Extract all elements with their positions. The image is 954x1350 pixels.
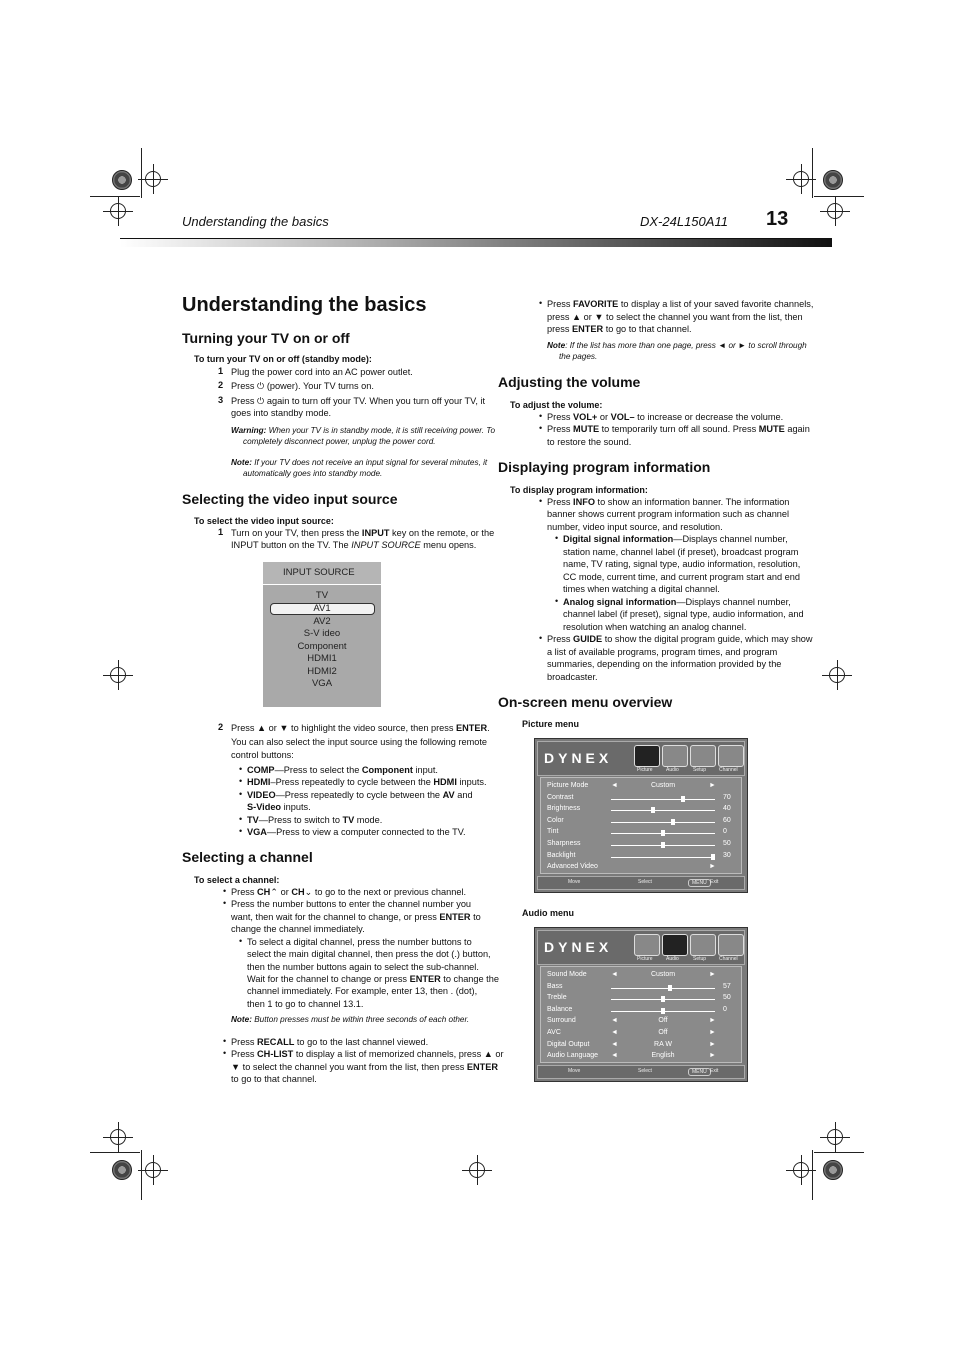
menu-item-vga[interactable]: VGA [311, 678, 333, 689]
volume-subheading: To adjust the volume: [510, 400, 603, 410]
arrow-right-icon[interactable]: ► [709, 1040, 716, 1048]
osd-heading: On-screen menu overview [498, 694, 673, 710]
osd-row-value: 70 [723, 793, 731, 801]
favorite-text: Press FAVORITE to display a list of your saved favorite channels, [547, 299, 814, 309]
osd-row-value: 50 [723, 840, 731, 847]
dynex-logo: DYNEX [544, 939, 613, 955]
analog-info: Analog signal information—Displays channel number, [563, 597, 791, 607]
osd-row-label[interactable]: Sound Mode [547, 971, 587, 978]
turning-on-subheading: To turn your TV on or off (standby mode): [194, 354, 372, 364]
channel-tab-icon[interactable] [718, 934, 744, 956]
tab-label: Picture [637, 767, 653, 773]
picture-menu-label: Picture menu [522, 719, 580, 729]
input-source-title: INPUT SOURCE [263, 562, 381, 585]
favorite-note: Note: If the list has more than one page, press ◄ or ► to scroll through [547, 341, 807, 350]
analog-info: channel label (if preset), signal type, audio information, and [563, 609, 804, 619]
step-number: 2 [218, 722, 224, 732]
digital-info: times when watching a digital channel. [563, 584, 720, 594]
digital-info: CC mode, current time, and current program start and end [563, 572, 800, 582]
program-info-heading: Displaying program information [498, 459, 711, 475]
osd-footer [537, 876, 745, 890]
info-bullet: number, video input source, and resolution. [547, 522, 723, 532]
arrow-right-icon[interactable]: ► [709, 971, 716, 978]
step-text: INPUT button on the TV. The INPUT SOURCE menu opens. [231, 540, 477, 550]
step-text: Press ⏻ again to turn off your TV. When you turn off your TV, it [231, 396, 486, 406]
channel-bullet: Press the number buttons to enter the channel number you [231, 899, 472, 909]
channel-bullet: change the channel immediately. [231, 924, 365, 934]
menu-item-av2[interactable]: AV2 [313, 616, 331, 627]
tab-label: Audio [666, 956, 679, 962]
step-text: Press ▲ or ▼ to highlight the video source, then press ENTER. [231, 723, 490, 733]
osd-body [540, 966, 742, 1063]
favorite-text: press ▲ or ▼ to select the channel you want from the list, then [547, 312, 803, 322]
osd-header [537, 741, 745, 776]
setup-tab-icon[interactable] [690, 745, 716, 767]
step-text: You can also select the input source using the following remote [231, 737, 488, 747]
guide-bullet: Press GUIDE to show the digital program guide, which may show [547, 634, 813, 644]
bullet: • [539, 298, 543, 308]
osd-slider-knob[interactable] [681, 796, 685, 802]
volume-bullet: Press MUTE to temporarily turn off all sound. Press MUTE again [547, 424, 810, 434]
osd-row-label[interactable]: Tint [547, 828, 559, 836]
osd-row-value: 30 [723, 851, 731, 859]
header-rule [120, 238, 832, 247]
osd-slider-knob[interactable] [661, 842, 665, 848]
button-desc-svideo: S-Video inputs. [247, 802, 311, 812]
video-input-heading: Selecting the video input source [182, 491, 398, 507]
program-info-subheading: To display program information: [510, 485, 648, 495]
channel-bullet: want, then wait for the channel to change, or press ENTER to [231, 912, 481, 922]
osd-row-value: Off [658, 1017, 668, 1025]
chevron-down-icon: ⌄ [304, 887, 313, 897]
button-desc-tv: TV—Press to switch to TV mode. [247, 815, 383, 825]
bullet: • [539, 423, 543, 433]
step-text: goes into standby mode. [231, 408, 332, 418]
registration-mark [145, 1162, 161, 1178]
registration-mark [827, 203, 843, 219]
osd-row-value: Off [658, 1029, 668, 1036]
video-input-subheading: To select the video input source: [194, 516, 334, 526]
registration-mark [469, 1162, 485, 1178]
channel-sub-bullet: then the number buttons again to select the sub-channel. [247, 962, 479, 972]
step-text: Turn on your TV, then press the INPUT key on the remote, or the [231, 528, 495, 538]
chevron-up-icon: ⌃ [270, 887, 279, 897]
osd-row-value: Custom [650, 782, 676, 789]
tab-label: Setup [693, 767, 707, 773]
footer-exit: Exit [710, 879, 719, 885]
volume-bullet: to restore the sound. [547, 437, 632, 447]
bullet: • [555, 596, 559, 606]
step-number: 3 [218, 395, 224, 405]
arrow-right-icon[interactable]: ► [709, 1017, 716, 1025]
warning-note: Warning: When your TV is in standby mode, it is still receiving power. To [231, 426, 496, 435]
warning-note-line2: completely disconnect power, unplug the power cord. [243, 437, 436, 446]
guide-bullet: summaries, depending on the information provided by the [547, 659, 782, 669]
arrow-left-icon[interactable]: ◄ [611, 1052, 618, 1060]
picture-tab-icon[interactable] [634, 745, 660, 767]
menu-item-hdmi2[interactable]: HDMI2 [307, 666, 337, 677]
channel-sub-bullet: To select a digital channel, press the number buttons to [247, 937, 472, 947]
osd-row-value: 0 [723, 828, 727, 836]
registration-mark [110, 203, 126, 219]
tab-label: Setup [693, 956, 707, 962]
bullet: • [555, 533, 559, 543]
page-number: 13 [766, 208, 789, 230]
osd-footer [537, 1065, 745, 1079]
tab-label: Channel [719, 767, 738, 773]
arrow-left-icon[interactable]: ◄ [611, 971, 618, 978]
osd-row-label[interactable]: Digital Output [547, 1040, 590, 1048]
volume-heading: Adjusting the volume [498, 374, 641, 390]
dynex-logo: DYNEX [544, 750, 613, 766]
step-number: 1 [218, 527, 224, 537]
osd-slider-knob[interactable] [668, 985, 672, 991]
bullet: • [223, 898, 227, 908]
registration-mark [793, 1162, 809, 1178]
channel-heading: Selecting a channel [182, 849, 313, 865]
audio-menu-label: Audio menu [522, 908, 574, 918]
button-desc-hdmi: HDMI–Press repeatedly to cycle between the HDMI inputs. [247, 777, 487, 787]
page-title: Understanding the basics [182, 294, 427, 316]
bullet: • [223, 1036, 227, 1046]
osd-row-label[interactable]: Contrast [547, 793, 574, 801]
info-bullet: Press INFO to show an information banner. The information [547, 497, 790, 507]
arrow-left-icon[interactable]: ◄ [611, 1040, 618, 1048]
tab-label: Channel [719, 956, 738, 962]
arrow-left-icon[interactable]: ◄ [611, 1029, 618, 1036]
osd-row-value: 40 [723, 805, 731, 813]
osd-slider-knob[interactable] [661, 830, 665, 836]
standby-note: Note: If your TV does not receive an input signal for several minutes, it [231, 458, 488, 467]
channel-bullet: Press CH⌃ or CH⌄ to go to the next or previous channel. [231, 887, 467, 897]
audio-menu-screen [534, 927, 748, 1082]
osd-row-label[interactable]: Brightness [547, 805, 581, 813]
arrow-right-icon[interactable]: ► [709, 863, 716, 871]
osd-slider-knob[interactable] [661, 996, 665, 1002]
header-section: Understanding the basics [182, 214, 329, 229]
volume-bullet: Press VOL+ or VOL– to increase or decrease the volume. [547, 412, 784, 422]
footer-select: Select [638, 1068, 652, 1074]
osd-slider-track[interactable] [611, 988, 715, 989]
registration-ball [823, 1160, 843, 1180]
registration-ball [112, 1160, 132, 1180]
osd-row-label[interactable]: AVC [547, 1029, 561, 1036]
channel-sub-bullet: then 1 to go to channel 13.1. [247, 999, 364, 1009]
digital-info: station name, channel label (if preset), broadcast program [563, 547, 799, 557]
osd-slider-knob[interactable] [651, 807, 655, 813]
channel-bullet: Press CH-LIST to display a list of memorized channels, press ▲ or [231, 1049, 504, 1059]
audio-tab-icon[interactable] [662, 745, 688, 767]
favorite-text: press ENTER to go to that channel. [547, 324, 692, 334]
button-desc-vga: VGA—Press to view a computer connected to the TV. [247, 827, 466, 837]
favorite-note-line2: the pages. [559, 352, 598, 361]
osd-row-label[interactable]: Advanced Video [547, 863, 598, 871]
bullet: • [239, 814, 243, 824]
arrow-left-icon[interactable]: ◄ [611, 1017, 618, 1025]
digital-info: name, TV rating, signal type, audio information, resolution, [563, 559, 801, 569]
osd-row-label[interactable]: Bass [547, 982, 563, 990]
osd-slider-track[interactable] [611, 810, 715, 811]
bullet: • [539, 411, 543, 421]
bullet: • [539, 633, 543, 643]
menu-item-svideo[interactable]: S-V ideo [303, 628, 341, 639]
standby-note-line2: automatically goes into standby mode. [243, 469, 383, 478]
registration-ball [823, 170, 843, 190]
input-source-menu [263, 562, 381, 707]
channel-note: Note: Button presses must be within three seconds of each other. [231, 1015, 470, 1024]
osd-row-label[interactable]: Color [547, 816, 564, 824]
registration-ball [112, 170, 132, 190]
osd-row-value: RA W [654, 1040, 672, 1048]
footer-exit: Exit [710, 1068, 719, 1074]
registration-mark [110, 1129, 126, 1145]
step-text: control buttons: [231, 750, 294, 760]
osd-row-label[interactable]: Picture Mode [547, 782, 589, 789]
setup-tab-icon[interactable] [690, 934, 716, 956]
menu-item-hdmi1[interactable]: HDMI1 [307, 653, 337, 664]
registration-mark [829, 667, 845, 683]
osd-row-value: 57 [723, 982, 731, 990]
turning-on-heading: Turning your TV on or off [182, 330, 350, 346]
guide-bullet: a list of available programs, program times, and program [547, 647, 778, 657]
bullet: • [223, 1048, 227, 1058]
osd-row-label[interactable]: Treble [547, 994, 567, 1002]
osd-row-label[interactable]: Sharpness [547, 840, 581, 847]
osd-row-label[interactable]: Balance [547, 1005, 573, 1013]
arrow-right-icon[interactable]: ► [709, 1052, 716, 1060]
menu-item-tv[interactable]: TV [315, 590, 329, 601]
step-text: Press ⏻ (power). Your TV turns on. [231, 381, 374, 391]
button-desc-comp: COMP—Press to select the Component input. [247, 765, 438, 775]
arrow-right-icon[interactable]: ► [709, 782, 716, 789]
channel-subheading: To select a channel: [194, 875, 280, 885]
footer-move: Move [568, 1068, 581, 1074]
button-desc-video: VIDEO—Press repeatedly to cycle between the AV and [247, 790, 473, 800]
osd-row-label[interactable]: Backlight [547, 851, 576, 859]
registration-mark [110, 667, 126, 683]
osd-slider-knob[interactable] [671, 819, 675, 825]
footer-move: Move [568, 879, 581, 885]
digital-info: Digital signal information—Displays channel number, [563, 534, 788, 544]
bullet: • [239, 936, 243, 946]
step-number: 1 [218, 366, 224, 376]
channel-bullet: Press RECALL to go to the last channel viewed. [231, 1037, 429, 1047]
osd-row-value: 0 [723, 1005, 727, 1013]
menu-item-component[interactable]: Component [297, 641, 347, 652]
bullet: • [239, 776, 243, 786]
osd-slider-track[interactable] [611, 822, 715, 823]
channel-sub-bullet: select the main digital channel, then press the dot (.) button, [247, 949, 491, 959]
registration-mark [145, 171, 161, 187]
footer-menu: MENU [688, 879, 711, 887]
info-bullet: banner shows current program information such as channel [547, 509, 790, 519]
footer-select: Select [638, 879, 652, 885]
tab-label: Audio [666, 767, 679, 773]
step-number: 2 [218, 380, 224, 390]
osd-body [540, 777, 742, 874]
arrow-right-icon[interactable]: ► [709, 1029, 716, 1036]
registration-mark [793, 171, 809, 187]
registration-mark [827, 1129, 843, 1145]
bullet: • [539, 496, 543, 506]
osd-slider-knob[interactable] [711, 854, 715, 860]
arrow-left-icon[interactable]: ◄ [611, 782, 618, 789]
osd-row-label[interactable]: Surround [547, 1017, 576, 1025]
header-model: DX-24L150A11 [640, 214, 728, 229]
picture-menu-screen [534, 738, 748, 893]
step-text: Plug the power cord into an AC power outlet. [231, 367, 413, 377]
channel-bullet: to go to that channel. [231, 1074, 317, 1084]
osd-row-value: English [651, 1052, 675, 1060]
channel-sub-bullet: Wait for the channel to change or press ENTER to change the [247, 974, 499, 984]
osd-slider-track[interactable] [611, 799, 715, 800]
bullet: • [239, 826, 243, 836]
tab-label: Picture [637, 956, 653, 962]
osd-row-value: 50 [723, 994, 731, 1002]
osd-row-value: 60 [723, 816, 731, 824]
osd-slider-track[interactable] [611, 857, 715, 858]
guide-bullet: broadcaster. [547, 672, 598, 682]
bullet: • [239, 764, 243, 774]
osd-row-label[interactable]: Audio Language [547, 1052, 598, 1060]
menu-item-av1[interactable]: AV1 [313, 603, 331, 614]
audio-tab-icon[interactable] [662, 934, 688, 956]
picture-tab-icon[interactable] [634, 934, 660, 956]
footer-menu: MENU [688, 1068, 711, 1076]
channel-tab-icon[interactable] [718, 745, 744, 767]
osd-slider-knob[interactable] [661, 1008, 665, 1014]
bullet: • [223, 886, 227, 896]
osd-header [537, 930, 745, 965]
channel-bullet: ▼ to select the channel you want from the list, then press ENTER [231, 1062, 498, 1072]
channel-sub-bullet: channel immediately. For example, enter 13, then . (dot), [247, 986, 478, 996]
osd-row-value: Custom [650, 971, 676, 978]
bullet: • [239, 789, 243, 799]
analog-info: resolution when watching an analog channel. [563, 622, 747, 632]
